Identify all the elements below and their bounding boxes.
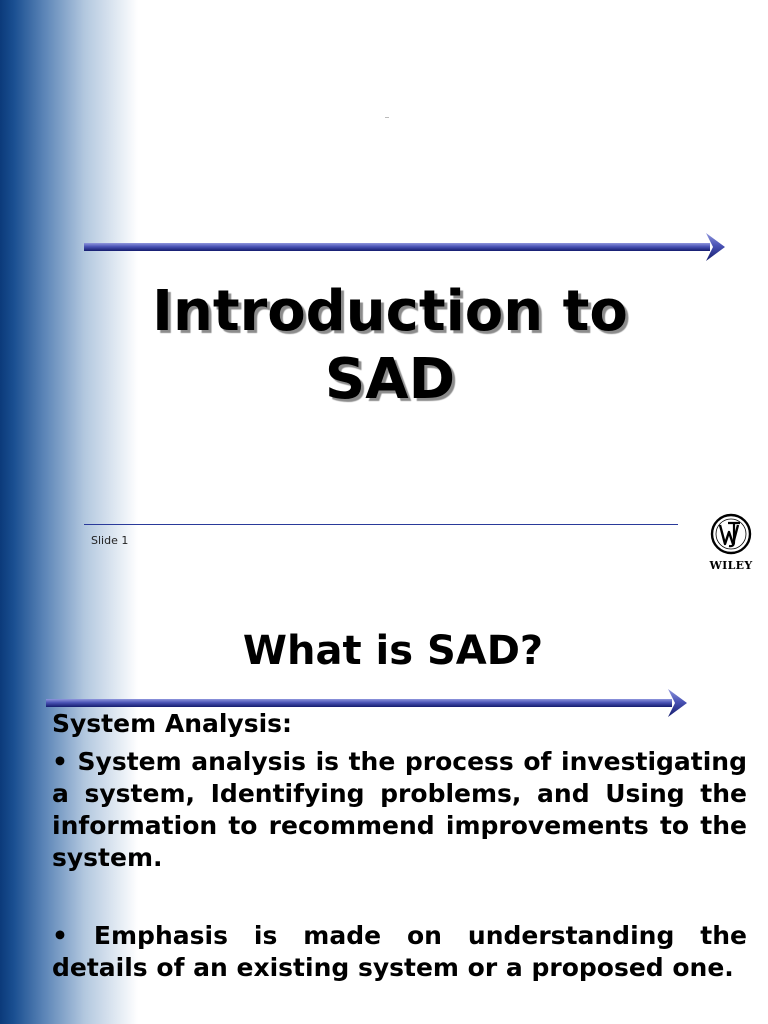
title-line-1: Introduction to	[152, 279, 628, 344]
slide-2-content	[52, 708, 747, 984]
slide-2-title: What is SAD?	[242, 628, 544, 674]
wiley-logo-icon	[708, 512, 754, 558]
bullet-paragraph: • System analysis is the process of investigating a system, Identifying problems, and Using the information to recommend improvements to the system.	[52, 747, 747, 872]
footer-rule	[84, 524, 678, 525]
slide-number: Slide 1	[91, 534, 129, 547]
content-heading: System Analysis:	[52, 709, 293, 738]
slide-1-title	[90, 278, 690, 414]
title-line-2: SAD	[324, 347, 456, 412]
wiley-logo	[708, 512, 754, 572]
logo-text: WILEY	[709, 559, 753, 572]
placeholder-mark	[385, 117, 389, 118]
title-arrow-icon	[84, 230, 730, 264]
bullet-paragraph: • Emphasis is made on understanding the details of an existing system or a proposed one.	[52, 921, 747, 982]
